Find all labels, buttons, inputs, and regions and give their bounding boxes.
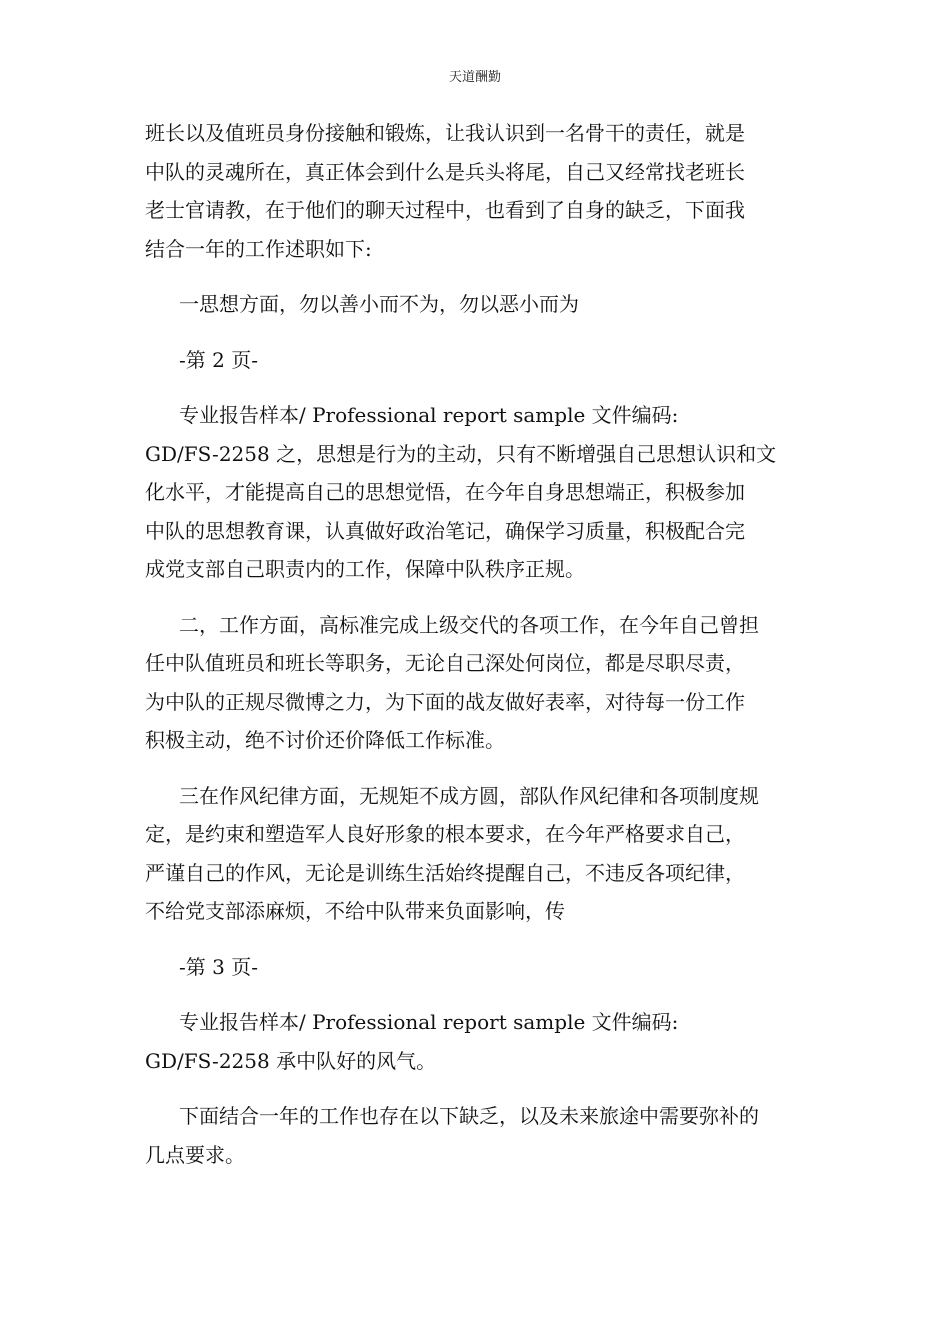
paragraph-shortcomings [145,1097,807,1174]
text-line: 一思想方面，勿以善小而不为，勿以恶小而为 [179,292,579,316]
text-line: 下面结合一年的工作也存在以下缺乏，以及未来旅途中需要弥补的 [179,1104,759,1128]
text-line: GD/FS-2258 之，思想是行为的主动，只有不断增强自己思想认识和文 [145,441,777,466]
text-line: 为中队的正规尽微博之力，为下面的战友做好表率，对待每一份工作 [145,689,745,714]
page-number-2 [145,341,807,380]
document-body [145,114,807,1191]
text-line: GD/FS-2258 承中队好的风气。 [145,1048,437,1073]
text-line: 结合一年的工作述职如下: [145,236,372,261]
text-line: 老士官请教，在于他们的聊天过程中，也看到了自身的缺乏，下面我 [145,198,745,222]
report-label: 专业报告样本/ Professional report sample 文件编码: [179,1010,679,1034]
text-line: 不给党支部添麻烦，不给中队带来负面影响，传 [145,899,565,923]
paragraph-intro [145,114,807,268]
text-line: 任中队值班员和班长等职务，无论自己深处何岗位，都是尽职尽责， [145,651,745,675]
report-label: 专业报告样本/ Professional report sample 文件编码: [179,403,679,427]
text-line: 成党支部自己职责内的工作，保障中队秩序正规。 [145,557,585,581]
paragraph-thought [145,396,807,589]
paragraph-work [145,606,807,760]
page-number-text: -第 2 页- [179,347,258,372]
text-line: 几点要求。 [145,1142,245,1167]
text-line: 定，是约束和塑造军人良好形象的根本要求，在今年严格要求自己， [145,822,745,846]
text-line: 班长以及值班员身份接触和锻炼，让我认识到一名骨干的责任，就是 [145,121,745,145]
paragraph-style [145,1003,807,1080]
paragraph-thought-heading [145,285,807,324]
text-line: 严谨自己的作风，无论是训练生活始终提醒自己，不违反各项纪律， [145,860,745,885]
text-line: 中队的思想教育课，认真做好政治笔记，确保学习质量，积极配合完 [145,518,745,543]
text-line: 化水平，才能提高自己的思想觉悟，在今年自身思想端正，积极参加 [145,480,745,504]
page-number-3 [145,948,807,987]
text-line: 中队的灵魂所在，真正体会到什么是兵头将尾，自己又经常找老班长 [145,159,745,184]
text-line: 三在作风纪律方面，无规矩不成方圆，部队作风纪律和各项制度规 [179,783,759,808]
text-line: 二，工作方面，高标准完成上级交代的各项工作，在今年自己曾担 [179,612,759,637]
page-number-text: -第 3 页- [179,954,258,979]
page-header: 天道酬勤 [448,70,501,85]
text-line: 积极主动，绝不讨价还价降低工作标准。 [145,728,505,752]
paragraph-discipline [145,777,807,931]
